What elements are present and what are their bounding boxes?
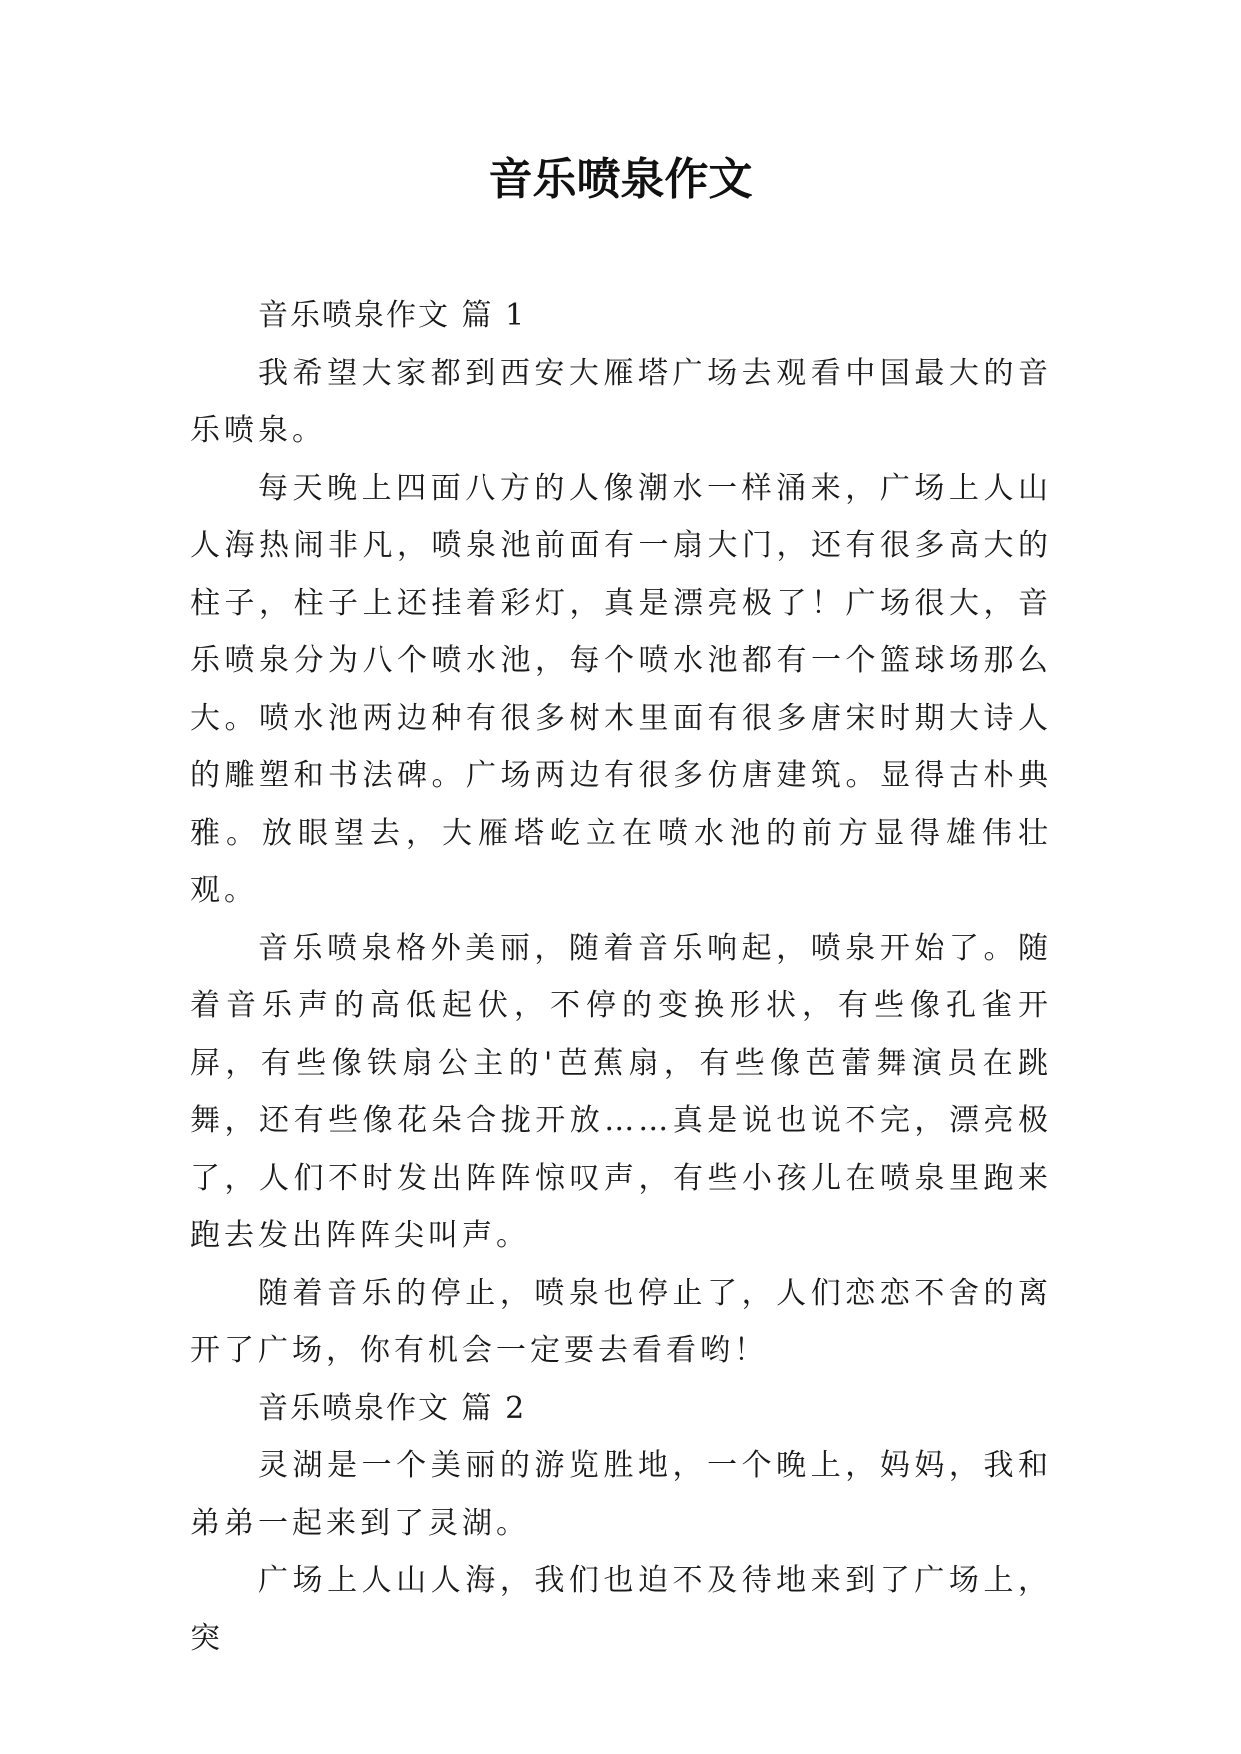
paragraph-intro: 我希望大家都到西安大雁塔广场去观看中国最大的音乐喷泉。 — [190, 355, 1052, 448]
paragraph-square: 每天晚上四面八方的人像潮水一样涌来，广场上人山人海热闹非凡，喷泉池前面有一扇大门，还有很多高大的柱子，柱子上还挂着彩灯，真是漂亮极了！广场很大，音乐喷泉分为八个喷水池，每个喷水池都有一个篮球场那么大。喷水池两边种有很多树木里面有很多唐宋时期大诗人的雕塑和书法碑。广场两边有很多仿唐建筑。显得古朴典雅。放眼望去，大雁塔屹立在喷水池的前方显得雄伟壮观。 — [190, 470, 1052, 908]
section-heading-2: 音乐喷泉作文 篇 2 — [258, 1390, 527, 1426]
document-title: 音乐喷泉作文 — [488, 154, 753, 205]
paragraph-linghu: 灵湖是一个美丽的游览胜地，一个晚上，妈妈，我和弟弟一起来到了灵湖。 — [190, 1448, 1052, 1541]
paragraph-fountain: 音乐喷泉格外美丽，随着音乐响起，喷泉开始了。随着音乐声的高低起伏，不停的变换形状，有些像孔雀开屏，有些像铁扇公主的'芭蕉扇，有些像芭蕾舞演员在跳舞，还有些像花朵合拢开放……真是说也说不完，漂亮极了，人们不时发出阵阵惊叹声，有些小孩儿在喷泉里跑来跑去发出阵阵尖叫声。 — [190, 930, 1052, 1253]
paragraph-ending: 随着音乐的停止，喷泉也停止了，人们恋恋不舍的离开了广场，你有机会一定要去看看哟！ — [190, 1275, 1052, 1368]
section-heading-1: 音乐喷泉作文 篇 1 — [258, 298, 527, 333]
document-body — [190, 287, 1052, 1667]
paragraph-crowd: 广场上人山人海，我们也迫不及待地来到了广场上，突 — [190, 1563, 1052, 1656]
